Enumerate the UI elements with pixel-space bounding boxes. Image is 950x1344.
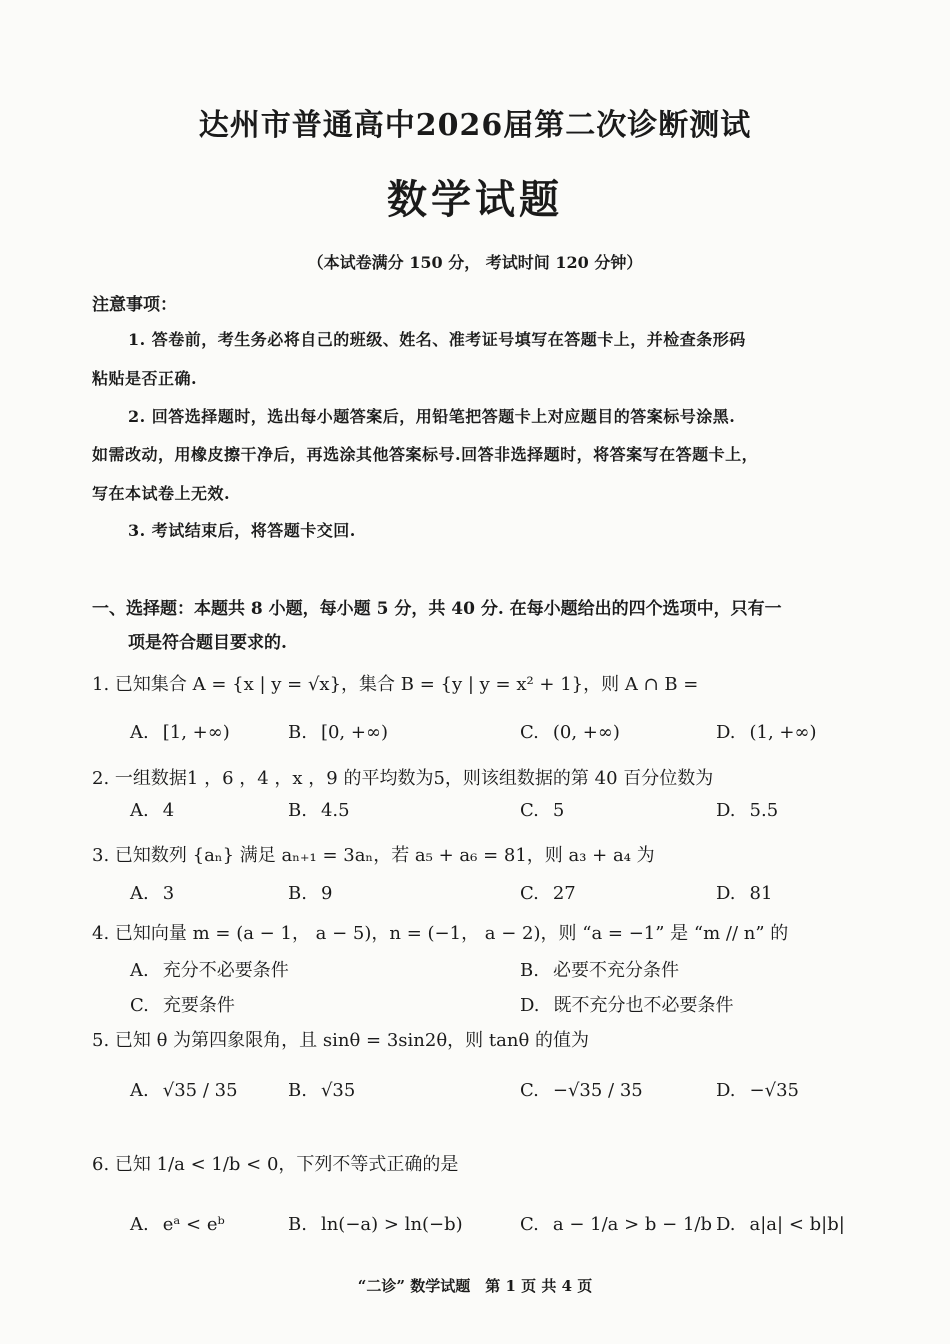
question-2-stem: 2. 一组数据1 ，6 ，4 ，x ，9 的平均数为5，则该组数据的第 40 百分位数为 bbox=[92, 768, 714, 789]
q3-option-a: A. 3 bbox=[130, 883, 175, 904]
q4-option-c: C. 充要条件 bbox=[130, 995, 235, 1016]
exam-title: 达州市普通高中2026届第二次诊断测试 bbox=[198, 108, 752, 143]
exam-info: （本试卷满分 150 分， 考试时间 120 分钟） bbox=[307, 253, 643, 272]
q4-option-b: B. 必要不充分条件 bbox=[520, 960, 679, 981]
q1-option-d: D. (1, +∞) bbox=[716, 722, 817, 743]
q2-option-b: B. 4.5 bbox=[288, 800, 350, 821]
question-4-stem: 4. 已知向量 m = (a − 1， a − 5)，n = (−1， a − 2)，则 “a = −1” 是 “m // n” 的 bbox=[92, 923, 789, 944]
q6-option-d: D. a|a| < b|b| bbox=[716, 1214, 845, 1235]
q5-option-d: D. −√35 bbox=[716, 1080, 799, 1101]
q6-option-c: C. a − 1/a > b − 1/b bbox=[520, 1214, 712, 1235]
q1-option-b: B. [0, +∞) bbox=[288, 722, 388, 743]
q2-option-c: C. 5 bbox=[520, 800, 565, 821]
q5-option-a: A. √35 / 35 bbox=[130, 1080, 238, 1101]
page-footer: “二诊” 数学试题 第 1 页 共 4 页 bbox=[357, 1277, 593, 1295]
section-heading-cont: 项是符合题目要求的. bbox=[128, 633, 287, 653]
q2-option-a: A. 4 bbox=[130, 800, 175, 821]
q2-option-d: D. 5.5 bbox=[716, 800, 779, 821]
exam-subject: 数学试题 bbox=[387, 176, 563, 223]
q1-option-a: A. [1, +∞) bbox=[130, 722, 230, 743]
q3-option-b: B. 9 bbox=[288, 883, 333, 904]
q6-option-b: B. ln(−a) > ln(−b) bbox=[288, 1214, 463, 1235]
q4-option-d: D. 既不充分也不必要条件 bbox=[520, 995, 734, 1016]
question-1-stem: 1. 已知集合 A = {x | y = √x}，集合 B = {y | y = x² + 1}，则 A ∩ B = bbox=[92, 674, 699, 695]
question-5-stem: 5. 已知 θ 为第四象限角，且 sinθ = 3sin2θ，则 tanθ 的值为 bbox=[92, 1030, 590, 1051]
q5-option-b: B. √35 bbox=[288, 1080, 356, 1101]
q3-option-c: C. 27 bbox=[520, 883, 576, 904]
q3-option-d: D. 81 bbox=[716, 883, 773, 904]
q5-option-c: C. −√35 / 35 bbox=[520, 1080, 643, 1101]
notice-line: 写在本试卷上无效. bbox=[92, 484, 231, 503]
q1-option-c: C. (0, +∞) bbox=[520, 722, 620, 743]
notice-line: 如需改动，用橡皮擦干净后，再选涂其他答案标号.回答非选择题时，将答案写在答题卡上， bbox=[92, 445, 759, 464]
notice-line: 3. 考试结束后，将答题卡交回. bbox=[128, 521, 356, 540]
section-heading: 一、选择题：本题共 8 小题，每小题 5 分，共 40 分. 在每小题给出的四个选项中，只有一 bbox=[92, 599, 782, 619]
notice-line: 2. 回答选择题时，选出每小题答案后，用铅笔把答题卡上对应题目的答案标号涂黑. bbox=[128, 407, 736, 426]
notice-heading: 注意事项： bbox=[92, 295, 177, 315]
notice-line: 1. 答卷前，考生务必将自己的班级、姓名、准考证号填写在答题卡上，并检查条形码 bbox=[128, 330, 746, 349]
notice-line: 粘贴是否正确. bbox=[92, 369, 198, 388]
question-3-stem: 3. 已知数列 {aₙ} 满足 aₙ₊₁ = 3aₙ，若 a₅ + a₆ = 81，则 a₃ + a₄ 为 bbox=[92, 845, 655, 866]
q4-option-a: A. 充分不必要条件 bbox=[130, 960, 289, 981]
q6-option-a: A. eᵃ < eᵇ bbox=[130, 1214, 225, 1235]
question-6-stem: 6. 已知 1/a < 1/b < 0，下列不等式正确的是 bbox=[92, 1154, 459, 1175]
